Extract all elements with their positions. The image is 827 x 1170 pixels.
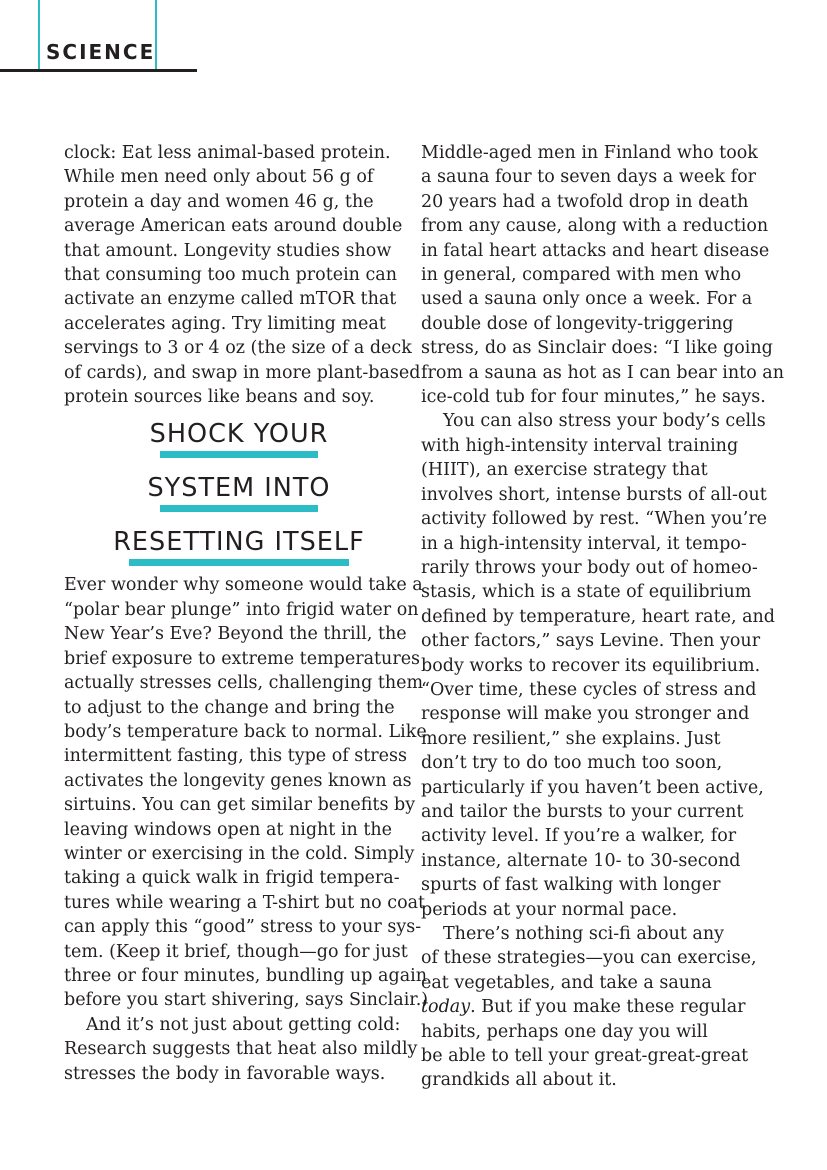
subheading-underline: [160, 505, 318, 512]
text-line: involves short, intense bursts of all-out: [421, 484, 767, 505]
section-tab-left-rule: [38, 0, 40, 70]
closing-paragraph: [421, 922, 771, 1093]
text-line: more resilient,” she explains. Just: [421, 728, 721, 749]
text-line: Middle-aged men in Finland who took: [421, 143, 758, 163]
text-line: protein sources like beans and soy.: [64, 387, 375, 408]
text-line: can apply this “good” stress to your sys-: [64, 917, 422, 938]
text-line: in fatal heart attacks and heart disease: [421, 240, 770, 261]
heat-paragraph: [64, 1013, 418, 1086]
subheading-line-2: SYSTEM INTO: [147, 473, 331, 504]
text-line: habits, perhaps one day you will: [421, 1021, 708, 1042]
text-line: periods at your normal pace.: [421, 899, 678, 920]
text-line: tures while wearing a T-shirt but no coat: [64, 892, 426, 913]
text-line: don’t try to do too much too soon,: [421, 753, 723, 774]
emphasis-today: today: [421, 997, 471, 1018]
text-line: intermittent fasting, this type of stress: [64, 746, 407, 767]
text-line: from a sauna as hot as I can bear into an: [421, 362, 785, 383]
text-line: stress, do as Sinclair does: “I like going: [421, 338, 773, 359]
text-line: There’s nothing sci-fi about any: [443, 924, 725, 944]
text-line: defined by temperature, heart rate, and: [421, 606, 776, 627]
text-line: used a sauna only once a week. For a: [421, 289, 753, 310]
text-line: of these strategies—you can exercise,: [421, 948, 757, 969]
subheading-underline: [160, 451, 318, 458]
subheading: [64, 418, 414, 566]
text-line: leaving windows open at night in the: [64, 819, 392, 840]
text-line: 20 years had a twofold drop in death: [421, 191, 749, 212]
text-line: a sauna four to seven days a week for: [421, 167, 757, 188]
text-line: from any cause, along with a reduction: [421, 216, 769, 237]
text-line: and tailor the bursts to your current: [421, 801, 744, 822]
section-label: SCIENCE: [46, 40, 156, 64]
text-line: activate an enzyme called mTOR that: [64, 289, 397, 310]
text-line: stasis, which is a state of equilibrium: [421, 582, 752, 603]
text-line: sirtuins. You can get similar benefits by: [64, 795, 416, 816]
text-line: average American eats around double: [64, 216, 403, 237]
text-line: ice-cold tub for four minutes,” he says.: [421, 387, 766, 408]
intro-paragraph: [64, 141, 421, 409]
text-line: “polar bear plunge” into frigid water on: [64, 599, 419, 620]
text-line: accelerates aging. Try limiting meat: [64, 313, 386, 334]
text-line: Research suggests that heat also mildly: [64, 1039, 418, 1060]
text-line: of cards), and swap in more plant-based: [64, 362, 421, 383]
text-line: winter or exercising in the cold. Simply: [64, 843, 415, 864]
text-line: servings to 3 or 4 oz (the size of a deck: [64, 338, 412, 359]
cold-paragraph: [64, 573, 429, 1012]
text-line: New Year’s Eve? Beyond the thrill, the: [64, 624, 407, 645]
text-line: response will make you stronger and: [421, 704, 750, 725]
text-line: activity level. If you’re a walker, for: [421, 826, 737, 847]
right-column: [421, 141, 785, 1093]
text-line: be able to tell your great-great-great: [421, 1046, 749, 1067]
text-line: with high-intensity interval training: [421, 435, 739, 456]
text-line: stresses the body in favorable ways.: [64, 1063, 386, 1084]
text-line: eat vegetables, and take a sauna: [421, 972, 712, 993]
text-line: While men need only about 56 g of: [64, 167, 374, 188]
text-line: protein a day and women 46 g, the: [64, 191, 374, 212]
text-line: Ever wonder why someone would take a: [64, 575, 423, 596]
text-line: particularly if you haven’t been active,: [421, 777, 764, 798]
text-line: (HIIT), an exercise strategy that: [421, 460, 708, 481]
section-tab-right-rule: [155, 0, 157, 70]
text-line: clock: Eat less animal-based protein.: [64, 143, 391, 163]
text-line: three or four minutes, bundling up again: [64, 965, 427, 986]
text-line: other factors,” says Levine. Then your: [421, 631, 761, 652]
text-line: brief exposure to extreme temperatures: [64, 648, 421, 669]
text-fragment: . But if you make these regular: [470, 997, 746, 1018]
sauna-paragraph: [421, 141, 785, 409]
section-underline: [0, 69, 197, 72]
text-line: rarily throws your body out of homeo-: [421, 557, 758, 578]
text-line: instance, alternate 10- to 30-second: [421, 850, 741, 871]
subheading-line-3: RESETTING ITSELF: [113, 527, 365, 558]
text-line: taking a quick walk in frigid tempera-: [64, 868, 400, 889]
subheading-line-1: SHOCK YOUR: [149, 419, 329, 450]
text-line: that amount. Longevity studies show: [64, 240, 392, 261]
text-line: spurts of fast walking with longer: [421, 875, 721, 896]
text-line: And it’s not just about getting cold:: [86, 1014, 401, 1035]
text-line: [421, 995, 771, 1019]
text-line: body’s temperature back to normal. Like: [64, 721, 427, 742]
text-line: in a high-intensity interval, it tempo-: [421, 533, 747, 554]
text-line: “Over time, these cycles of stress and: [421, 679, 757, 700]
text-line: before you start shivering, says Sinclair.): [64, 990, 429, 1011]
text-line: that consuming too much protein can: [64, 265, 398, 286]
subheading-underline: [129, 559, 349, 566]
text-line: You can also stress your body’s cells: [443, 411, 766, 432]
text-line: actually stresses cells, challenging them: [64, 673, 424, 694]
text-line: in general, compared with men who: [421, 265, 742, 286]
left-column: [64, 141, 429, 1086]
text-line: body works to recover its equilibrium.: [421, 655, 761, 676]
text-line: activity followed by rest. “When you’re: [421, 509, 768, 530]
hiit-paragraph: [421, 409, 776, 922]
text-line: activates the longevity genes known as: [64, 770, 412, 791]
text-line: grandkids all about it.: [421, 1070, 617, 1091]
text-line: tem. (Keep it brief, though—go for just: [64, 941, 408, 962]
text-line: to adjust to the change and bring the: [64, 697, 395, 718]
text-line: double dose of longevity-triggering: [421, 313, 734, 334]
